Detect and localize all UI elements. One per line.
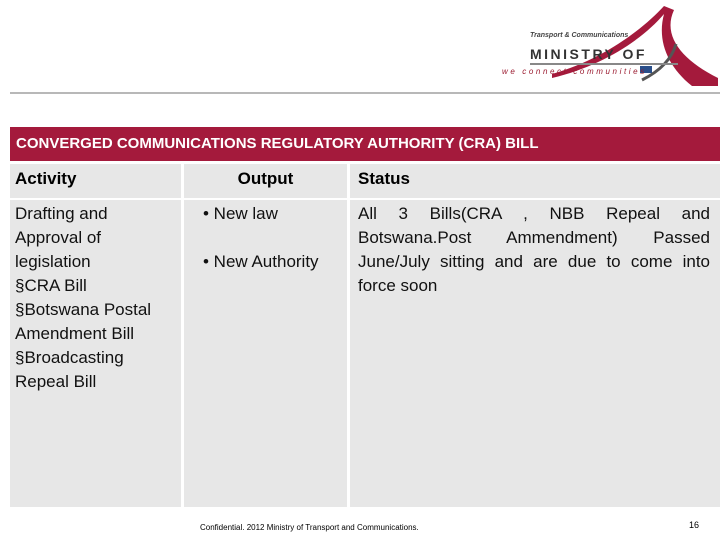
output-item-new-law: • New law <box>203 204 278 223</box>
activity-cell <box>10 200 181 507</box>
logo-tagline: we connect communities <box>502 67 647 76</box>
status-cell: All 3 Bills(CRA , NBB Repeal and Botswana.Post Ammendment) Passed June/July sitting and are due to come into force soon <box>350 200 720 507</box>
page-number: 16 <box>689 520 700 530</box>
activity-line: §Broadcasting <box>15 348 124 367</box>
cra-bill-table <box>10 127 720 507</box>
activity-line: legislation <box>15 252 91 271</box>
activity-line: Drafting and <box>15 204 108 223</box>
logo-divider <box>530 63 678 65</box>
output-item-new-authority: • New Authority <box>203 252 319 271</box>
activity-line: Repeal Bill <box>15 372 97 391</box>
activity-line: Amendment Bill <box>15 324 135 343</box>
logo-subtitle: Transport & Communications <box>530 32 629 39</box>
output-cell <box>184 200 347 507</box>
activity-line: §CRA Bill <box>15 276 87 295</box>
header-status: Status <box>350 164 720 198</box>
header-output: Output <box>184 164 347 198</box>
header-divider <box>10 92 720 94</box>
header-activity: Activity <box>10 164 181 198</box>
activity-line: §Botswana Postal <box>15 300 152 319</box>
activity-line: Approval of <box>15 228 101 247</box>
ministry-logo <box>492 0 720 86</box>
logo-title: MINISTRY OF <box>530 46 647 62</box>
footer-confidential: Confidential. 2012 Ministry of Transport and Communications. <box>200 523 419 532</box>
table-title: CONVERGED COMMUNICATIONS REGULATORY AUTHORITY (CRA) BILL <box>10 127 720 161</box>
